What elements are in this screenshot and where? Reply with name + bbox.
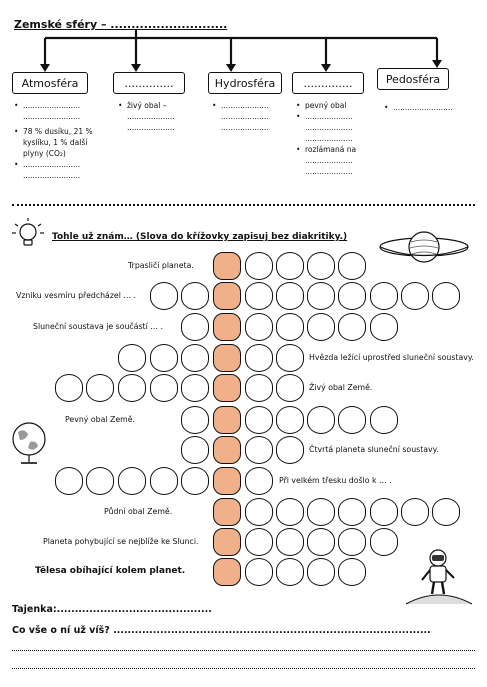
crossword-cell[interactable] xyxy=(370,498,398,526)
crossword-cell[interactable] xyxy=(150,467,178,495)
crossword-cell[interactable] xyxy=(338,498,366,526)
crossword-clue: Pevný obal Země. xyxy=(65,415,136,424)
crossword-clue: Živý obal Země. xyxy=(309,383,373,392)
crossword-tajenka-cell[interactable] xyxy=(213,282,241,310)
crossword-cell[interactable] xyxy=(181,436,209,464)
sphere-box-atmosfera: Atmosféra xyxy=(12,72,88,94)
crossword-cell[interactable] xyxy=(307,252,335,280)
crossword-cell[interactable] xyxy=(245,406,273,434)
crossword-cell[interactable] xyxy=(276,252,304,280)
crossword-tajenka-cell[interactable] xyxy=(213,498,241,526)
crossword-tajenka-cell[interactable] xyxy=(213,558,241,586)
crossword-cell[interactable] xyxy=(118,374,146,402)
page-title: Zemské sféry – ............................ xyxy=(14,18,228,31)
crossword-tajenka-cell[interactable] xyxy=(213,344,241,372)
crossword-cell[interactable] xyxy=(245,436,273,464)
answer-line-2 xyxy=(12,668,475,669)
crossword-cell[interactable] xyxy=(245,467,273,495)
sphere-notes-atmosfera: • ........................ ........................ • 78 % dusíku, 21 % kyslíku, 1 % další plyny (CO₂) • ........................ ........................ xyxy=(14,101,93,180)
crossword-cell[interactable] xyxy=(432,282,460,310)
sphere-notes-pedosfera: • ......................... xyxy=(384,103,453,112)
crossword-cell[interactable] xyxy=(338,313,366,341)
crossword-cell[interactable] xyxy=(245,313,273,341)
sphere-notes-blank-1: • živý obal – .................... .................... xyxy=(118,101,175,132)
crossword-cell[interactable] xyxy=(338,528,366,556)
crossword-cell[interactable] xyxy=(338,282,366,310)
crossword-cell[interactable] xyxy=(307,313,335,341)
crossword-clue: Vzniku vesmíru předcházel … . xyxy=(16,291,137,300)
sphere-box-pedosfera: Pedosféra xyxy=(377,68,449,90)
crossword-cell[interactable] xyxy=(118,467,146,495)
crossword-cell[interactable] xyxy=(307,558,335,586)
crossword-cell[interactable] xyxy=(86,467,114,495)
crossword-cell[interactable] xyxy=(245,374,273,402)
crossword-cell[interactable] xyxy=(432,498,460,526)
crossword-cell[interactable] xyxy=(181,344,209,372)
crossword-cell[interactable] xyxy=(338,252,366,280)
sphere-box-blank-1: .............. xyxy=(113,72,185,94)
crossword-cell[interactable] xyxy=(401,282,429,310)
crossword-cell[interactable] xyxy=(370,282,398,310)
crossword-tajenka-cell[interactable] xyxy=(213,436,241,464)
crossword-cell[interactable] xyxy=(370,313,398,341)
astronaut-icon xyxy=(404,546,474,608)
crossword-cell[interactable] xyxy=(181,282,209,310)
crossword-cell[interactable] xyxy=(370,406,398,434)
globe-icon xyxy=(10,420,48,466)
crossword-cell[interactable] xyxy=(307,406,335,434)
sphere-notes-blank-2: • pevný obal • .................... .................... .................... • rozlámaná na .................... .................... xyxy=(296,101,357,176)
crossword-cell[interactable] xyxy=(276,528,304,556)
crossword-tajenka-cell[interactable] xyxy=(213,374,241,402)
crossword-cell[interactable] xyxy=(245,282,273,310)
crossword-tajenka-cell[interactable] xyxy=(213,252,241,280)
crossword-cell[interactable] xyxy=(276,374,304,402)
crossword-tajenka-cell[interactable] xyxy=(213,313,241,341)
crossword-cell[interactable] xyxy=(245,528,273,556)
crossword-cell[interactable] xyxy=(307,498,335,526)
crossword-cell[interactable] xyxy=(150,282,178,310)
crossword-tajenka-cell[interactable] xyxy=(213,528,241,556)
crossword-clue: Trpasličí planeta. xyxy=(128,261,194,270)
crossword-cell[interactable] xyxy=(307,282,335,310)
crossword-cell[interactable] xyxy=(245,558,273,586)
crossword-cell[interactable] xyxy=(276,344,304,372)
crossword-tajenka-cell[interactable] xyxy=(213,406,241,434)
crossword-cell[interactable] xyxy=(276,282,304,310)
crossword-intro: Tohle už znám… (Slova do křížovky zapisuj bez diakritiky.) xyxy=(52,232,348,242)
crossword-cell[interactable] xyxy=(86,374,114,402)
crossword-clue: Planeta pohybující se nejblíže ke Slunci. xyxy=(43,537,199,546)
crossword-tajenka-cell[interactable] xyxy=(213,467,241,495)
lightbulb-icon xyxy=(10,216,46,250)
question-line: Co vše o ní už víš? ........................................................................................ xyxy=(12,625,431,636)
crossword-cell[interactable] xyxy=(307,528,335,556)
crossword-cell[interactable] xyxy=(55,374,83,402)
crossword-cell[interactable] xyxy=(150,374,178,402)
crossword-cell[interactable] xyxy=(245,498,273,526)
crossword-clue: Čtvrtá planeta sluneční soustavy. xyxy=(309,445,439,454)
crossword-cell[interactable] xyxy=(181,467,209,495)
crossword-cell[interactable] xyxy=(276,313,304,341)
crossword-cell[interactable] xyxy=(276,558,304,586)
crossword-clue: Hvězda ležící uprostřed sluneční soustavy. xyxy=(309,353,474,362)
crossword-cell[interactable] xyxy=(338,558,366,586)
crossword-clue: Půdní obal Země. xyxy=(104,507,173,516)
crossword-cell[interactable] xyxy=(55,467,83,495)
crossword-cell[interactable] xyxy=(181,374,209,402)
crossword-cell[interactable] xyxy=(245,252,273,280)
crossword-cell[interactable] xyxy=(338,406,366,434)
tajenka-line: Tajenka:........................................... xyxy=(12,604,212,615)
sphere-notes-hydrosfera: • .................... .................... .................... xyxy=(212,101,269,132)
sphere-box-hydrosfera: Hydrosféra xyxy=(208,72,282,94)
crossword-cell[interactable] xyxy=(118,344,146,372)
saturn-icon xyxy=(376,226,472,268)
crossword-cell[interactable] xyxy=(401,498,429,526)
crossword-cell[interactable] xyxy=(370,528,398,556)
sphere-box-blank-2: .............. xyxy=(292,72,364,94)
crossword-cell[interactable] xyxy=(276,436,304,464)
crossword-cell[interactable] xyxy=(181,313,209,341)
answer-line-1 xyxy=(12,650,475,651)
crossword-clue: Tělesa obíhající kolem planet. xyxy=(35,566,186,576)
crossword-cell[interactable] xyxy=(181,406,209,434)
crossword-cell[interactable] xyxy=(276,406,304,434)
crossword-clue: Sluneční soustava je součástí … . xyxy=(33,322,164,331)
crossword-cell[interactable] xyxy=(245,344,273,372)
section-divider xyxy=(12,204,475,206)
crossword-clue: Při velkém třesku došlo k … . xyxy=(279,476,392,485)
crossword-cell[interactable] xyxy=(276,498,304,526)
crossword-cell[interactable] xyxy=(150,344,178,372)
